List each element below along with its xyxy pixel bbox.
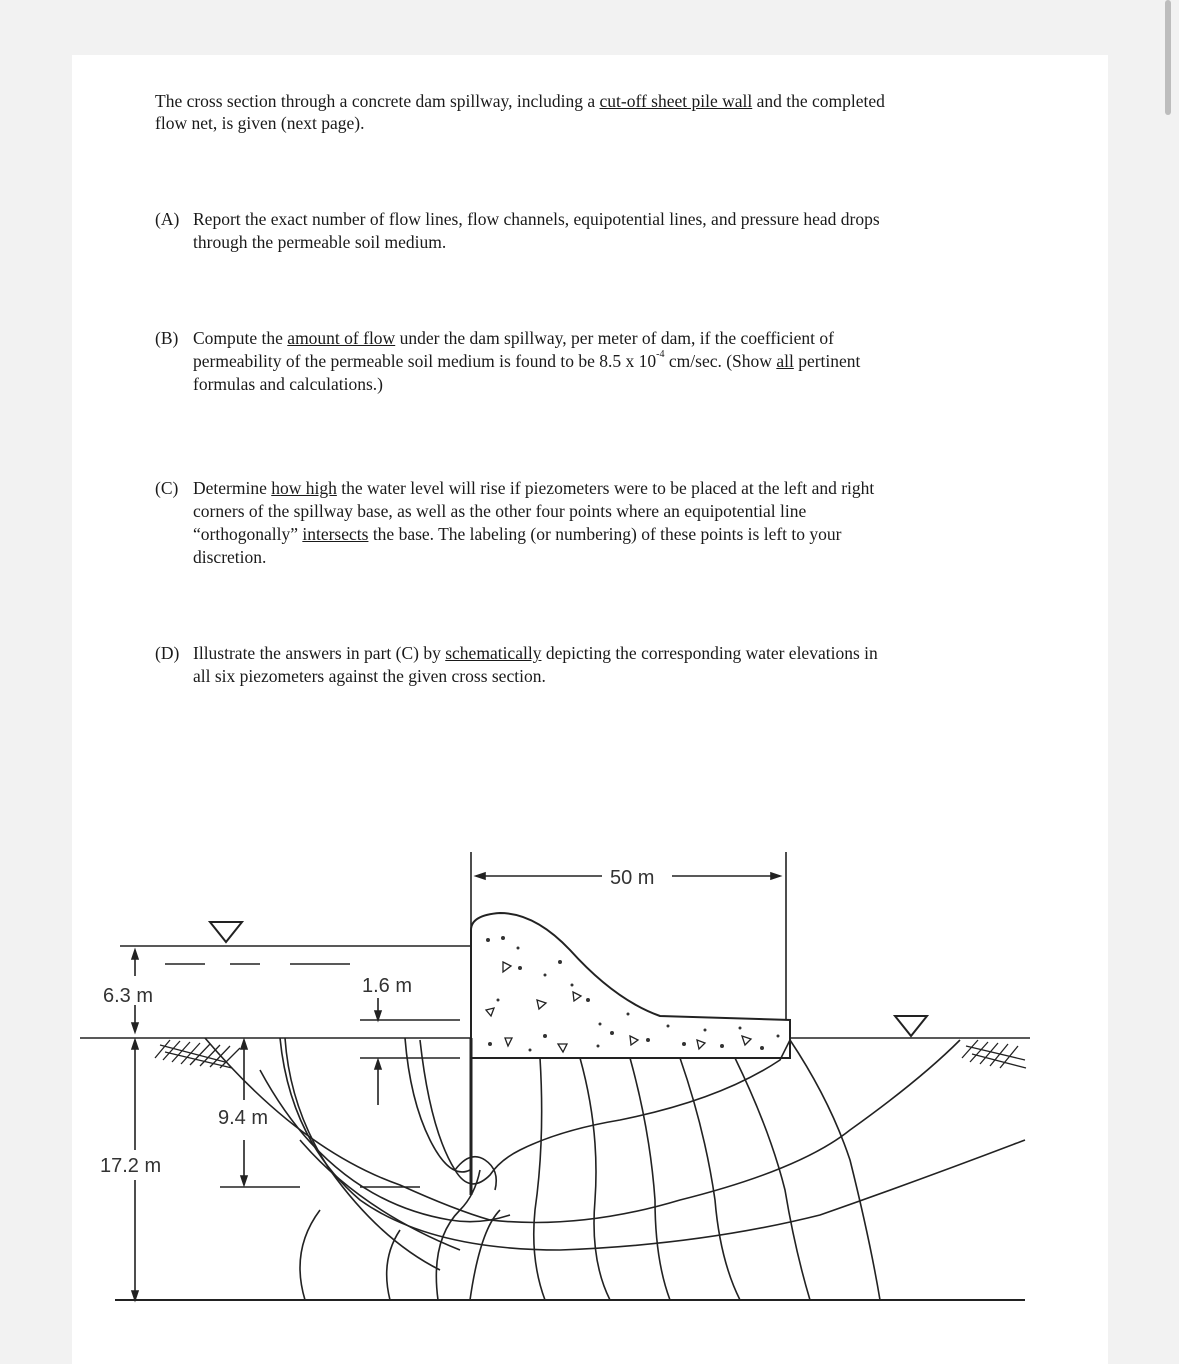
- question-c-label: (C): [155, 478, 179, 498]
- question-d-label: (D): [155, 643, 180, 663]
- question-d-text: Illustrate the answers in part (C) by schematically depicting the corresponding water elevations in all six piezometers against the given cross section.: [193, 643, 878, 686]
- dim-sheet-pile-label: 9.4 m: [218, 1107, 269, 1129]
- question-c-text: Determine how high the water level will rise if piezometers were to be placed at the left and right corners of the spillway base, as well as the other four points where an equipotential line “orthogonally” intersects the base. The labeling (or numbering) of these points is left to your discretion.: [193, 478, 875, 567]
- intro-underlined: cut-off sheet pile wall: [599, 91, 753, 111]
- dim-sheet-top-label: 1.6 m: [362, 975, 413, 997]
- question-a: [155, 208, 895, 254]
- dim-soil-depth-label: 17.2 m: [100, 1155, 162, 1177]
- question-a-label: (A): [155, 209, 180, 229]
- dim-water-depth-label: 6.3 m: [103, 985, 154, 1007]
- intro-paragraph: The cross section through a concrete dam spillway, including a cut-off sheet pile wall and the completed flow net, is given (next page).: [155, 91, 885, 133]
- question-d: [155, 642, 895, 688]
- vertical-scrollbar[interactable]: [1165, 0, 1171, 115]
- dim-width-label: 50 m: [610, 867, 655, 889]
- question-a-text: Report the exact number of flow lines, flow channels, equipotential lines, and pressure head drops through the permeable soil medium.: [193, 209, 880, 252]
- question-b-text: Compute the amount of flow under the dam spillway, per meter of dam, if the coefficient of permeability of the permeable soil medium is found to be 8.5 x $10^{-4}$ cm/sec. (Show all pertinent formulas and calculations.): [193, 328, 861, 394]
- question-b-label: (B): [155, 328, 179, 348]
- question-c: [155, 477, 895, 569]
- question-b: [155, 327, 895, 396]
